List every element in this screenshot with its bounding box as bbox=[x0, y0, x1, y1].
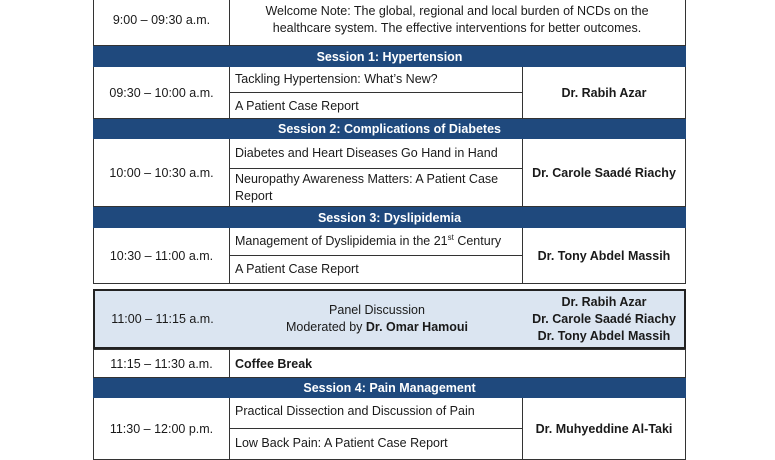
session-1-header: Session 1: Hypertension bbox=[93, 46, 686, 67]
session-2-speaker: Dr. Carole Saadé Riachy bbox=[532, 165, 676, 180]
session-4-time: 11:30 – 12:00 p.m. bbox=[94, 398, 230, 459]
coffee-time: 11:15 – 11:30 a.m. bbox=[94, 350, 230, 377]
session-4-talk-2 bbox=[229, 429, 523, 460]
panel-info bbox=[230, 291, 524, 347]
session-4-talk-1-text: Practical Dissection and Discussion of Pain bbox=[235, 404, 475, 418]
session-4-talk-1 bbox=[229, 398, 523, 429]
session-4-talk-2-text: Low Back Pain: A Patient Case Report bbox=[235, 436, 448, 450]
session-3-talk-1 bbox=[229, 228, 523, 256]
session-3-time: 10:30 – 11:00 a.m. bbox=[94, 228, 230, 283]
session-1-talk-2 bbox=[229, 93, 523, 119]
session-2-talk-1 bbox=[229, 139, 523, 169]
panel-speaker-2: Dr. Carole Saadé Riachy bbox=[532, 311, 676, 326]
session-3-talk-1-text: Management of Dyslipidemia in the 21 bbox=[235, 234, 448, 248]
panel-time: 11:00 – 11:15 a.m. bbox=[111, 312, 214, 326]
session-3-talk-2-text: A Patient Case Report bbox=[235, 262, 359, 276]
session-2-talk-2 bbox=[229, 169, 523, 207]
session-3-speaker: Dr. Tony Abdel Massih bbox=[537, 248, 671, 263]
session-1-row bbox=[93, 67, 686, 119]
panel-speaker-3: Dr. Tony Abdel Massih bbox=[537, 328, 671, 343]
session-3-talk-2 bbox=[229, 256, 523, 284]
session-1-talk-1 bbox=[229, 67, 523, 93]
ordinal-superscript: st bbox=[447, 232, 454, 242]
panel-moderator: Dr. Omar Hamoui bbox=[365, 320, 469, 334]
panel-speaker-1: Dr. Rabih Azar bbox=[561, 294, 647, 309]
session-3-header: Session 3: Dyslipidemia bbox=[93, 207, 686, 228]
panel-discussion-row bbox=[93, 289, 686, 349]
session-3-talk-1-text-end: Century bbox=[453, 234, 502, 248]
session-2-row bbox=[93, 139, 686, 207]
session-4-header: Session 4: Pain Management bbox=[93, 378, 686, 398]
coffee-break-row bbox=[93, 349, 686, 378]
session-2-talk-1-text: Diabetes and Heart Diseases Go Hand in Hand bbox=[235, 146, 498, 160]
session-2-header: Session 2: Complications of Diabetes bbox=[93, 119, 686, 139]
session-1-time: 09:30 – 10:00 a.m. bbox=[94, 67, 230, 118]
panel-speakers bbox=[524, 291, 684, 347]
session-2-time: 10:00 – 10:30 a.m. bbox=[94, 139, 230, 206]
session-1-talk-2-text: A Patient Case Report bbox=[235, 99, 359, 113]
welcome-note: Welcome Note: The global, regional and local burden of NCDs on the healthcare system. The effective interventions for better outcomes. bbox=[265, 3, 649, 35]
welcome-row bbox=[93, 0, 686, 46]
welcome-time: 9:00 – 09:30 a.m. bbox=[94, 0, 230, 45]
session-4-row bbox=[93, 398, 686, 460]
session-4-speaker: Dr. Muhyeddine Al-Taki bbox=[535, 421, 673, 436]
session-1-speaker: Dr. Rabih Azar bbox=[561, 85, 647, 100]
coffee-label: Coffee Break bbox=[235, 356, 313, 371]
panel-moderation bbox=[286, 319, 468, 336]
session-1-talk-1-text: Tackling Hypertension: What’s New? bbox=[235, 72, 438, 86]
session-3-row bbox=[93, 228, 686, 284]
panel-title: Panel Discussion bbox=[329, 303, 425, 317]
session-2-talk-2-text: Neuropathy Awareness Matters: A Patient Case Report bbox=[235, 172, 499, 203]
panel-moderated-by: Moderated by bbox=[285, 320, 363, 334]
